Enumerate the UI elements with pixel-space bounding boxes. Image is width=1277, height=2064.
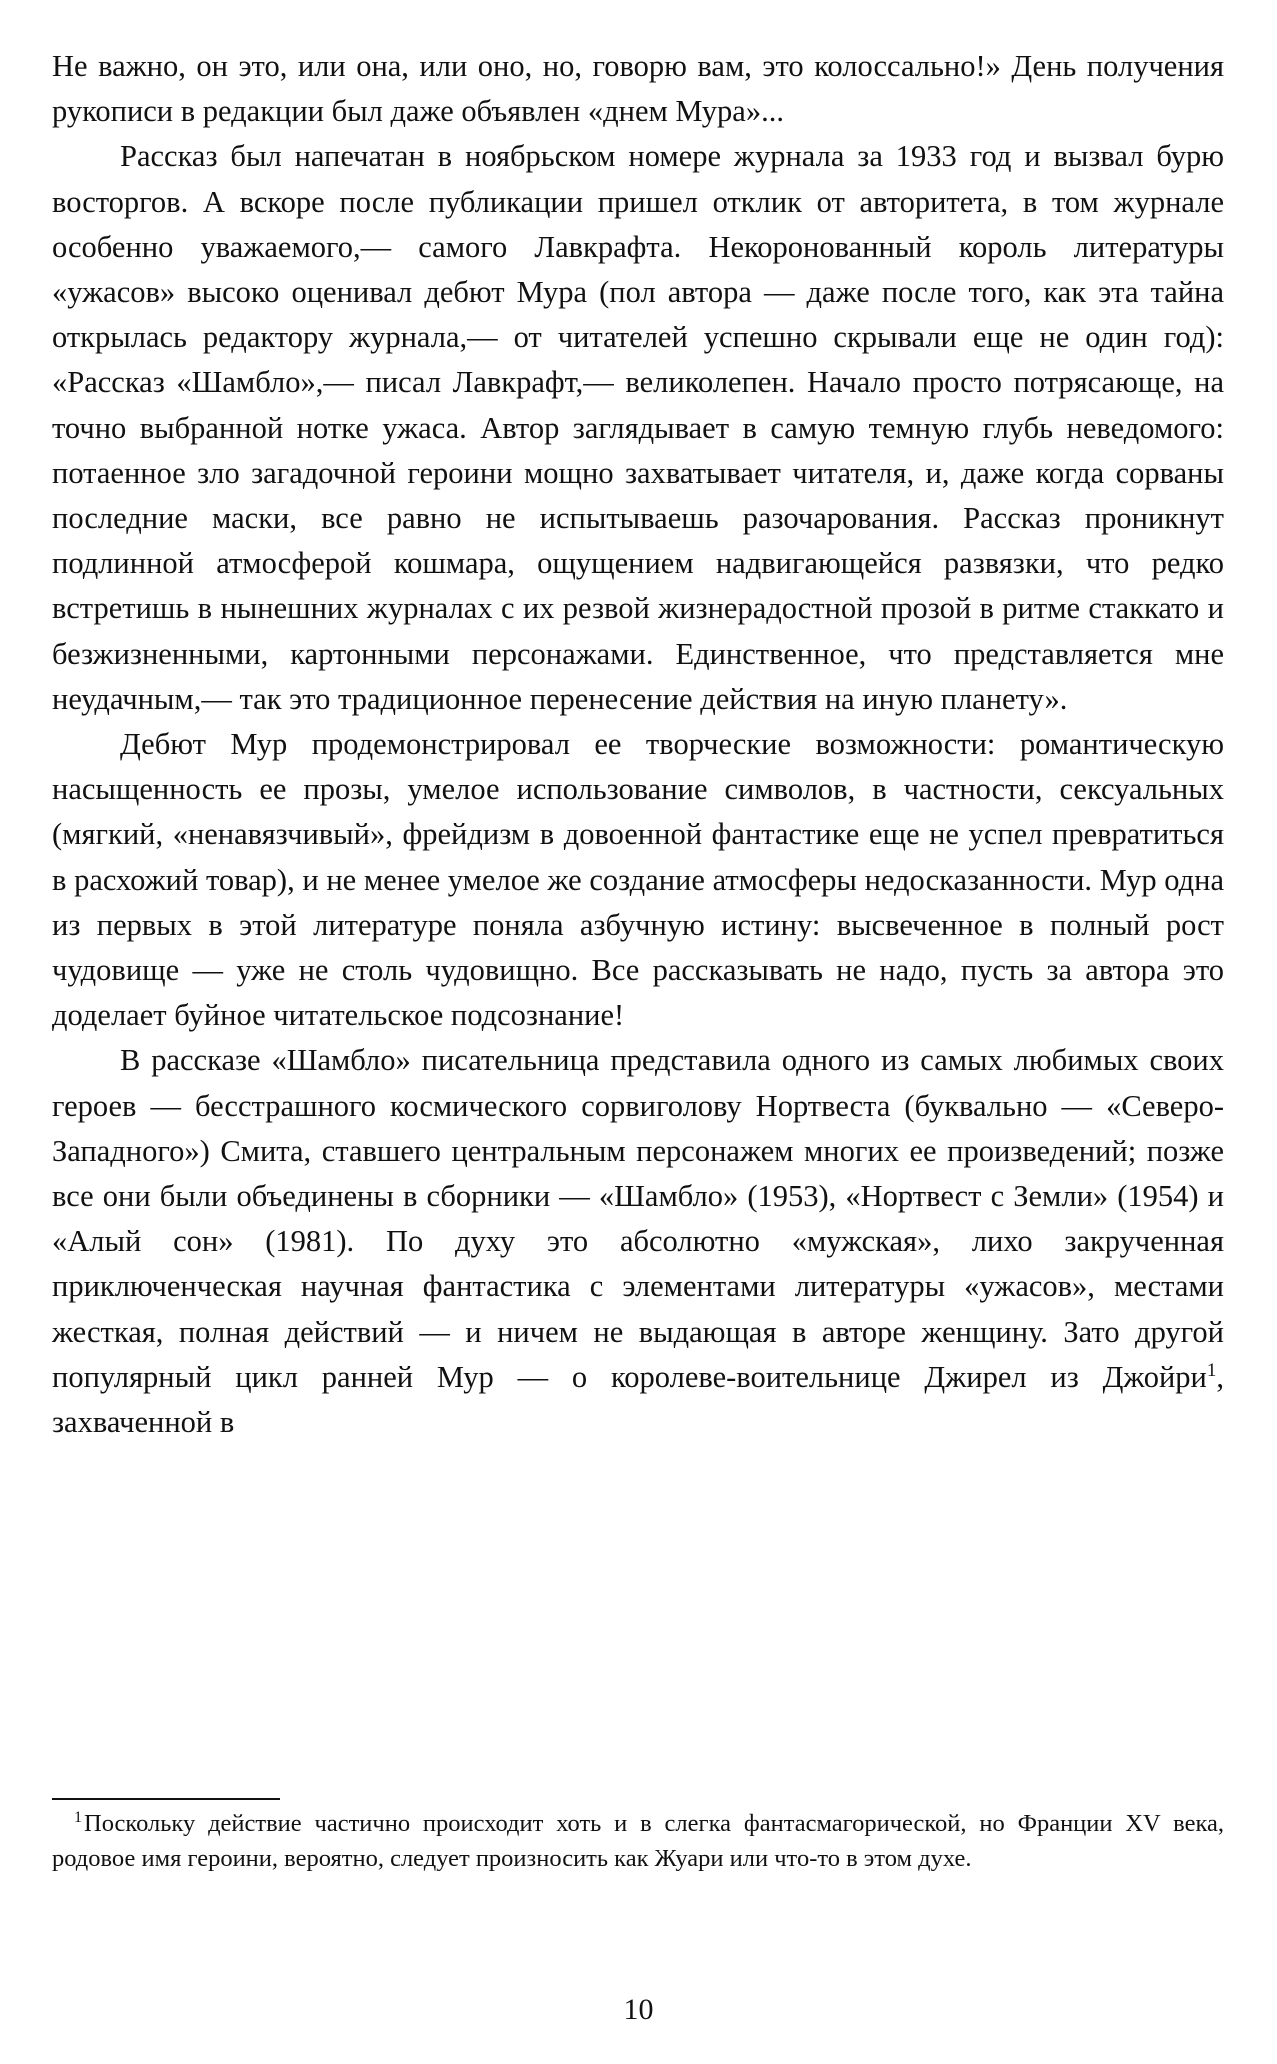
paragraph-shambleau [52, 1038, 1224, 1445]
footnote-number: 1 [74, 1808, 82, 1826]
paragraph-continuation: Не важно, он это, или она, или оно, но, говорю вам, это колоссально!» День получения рукописи в редакции был даже объявлен «днем Мура»... [52, 49, 1224, 129]
paragraph-shambleau-text: В рассказе «Шамбло» писательница представила одного из самых любимых своих героев — бесстрашного космического сорвиголову Нортвеста (буквально — «Северо-Западного») Смита, ставшего центральным персонажем многих ее произведений; позже все они были объединены в сборники — «Шамбло» (1953), «Нортвест с Земли» (1954) и «Алый сон» (1981). По духу это абсолютно «мужская», лихо закрученная приключенческая научная фантастика с элементами литературы «ужасов», местами жесткая, полная действий — и ничем не выдающая в авторе женщину. Зато другой популярный цикл ранней Мур — о королеве-воительнице Джирел из Джойри [52, 1043, 1224, 1394]
paragraph-shambleau-tail: , захваченной в [52, 1359, 1224, 1440]
footnote-reference[interactable]: 1 [1206, 1359, 1217, 1381]
footnote-text: Поскольку действие частично происходит хоть и в слегка фантасмагорической, но Франции XV века, родовое имя героини, вероятно, следует произносить как Жуари или что-то в этом духе. [52, 1810, 1224, 1872]
footnote-divider [52, 1798, 280, 1800]
paragraph-debut: Дебют Мур продемонстрировал ее творческие возможности: романтическую насыщенность ее прозы, умелое использование символов, в частности, сексуальных (мягкий, «ненавязчивый», фрейдизм в довоенной фантастике еще не успел превратиться в расхожий товар), и не менее умелое же создание атмосферы недосказанности. Мур одна из первых в этой литературе поняла азбучную истину: высвеченное в полный рост чудовище — уже не столь чудовищно. Все рассказывать не надо, пусть за автора это доделает буйное читательское подсознание! [52, 727, 1224, 1033]
paragraph-lovecraft-review: Рассказ был напечатан в ноябрьском номере журнала за 1933 год и вызвал бурю восторгов. А вскоре после публикации пришел отклик от авторитета, в том журнале особенно уважаемого,— самого Лавкрафта. Некоронованный король литературы «ужасов» высоко оценивал дебют Мура (пол автора — даже после того, как эта тайна открылась редактору журнала,— от читателей успешно скрывали еще не один год): «Рассказ «Шамбло»,— писал Лавкрафт,— великолепен. Начало просто потрясающе, на точно выбранной нотке ужаса. Автор заглядывает в самую темную глубь неведомого: потаенное зло загадочной героини мощно захватывает читателя, и, даже когда сорваны последние маски, все равно не испытываешь разочарования. Рассказ проникнут подлинной атмосферой кошмара, ощущением надвигающейся развязки, что редко встретишь в нынешних журналах с их резвой жизнерадостной прозой в ритме стаккато и безжизненными, картонными персонажами. Единственное, что представляется мне неудачным,— так это традиционное перенесение действия на иную планету». [52, 139, 1224, 716]
page-body [52, 44, 1224, 1445]
page-number: 10 [623, 1993, 654, 2026]
footnote [52, 1806, 1224, 1876]
